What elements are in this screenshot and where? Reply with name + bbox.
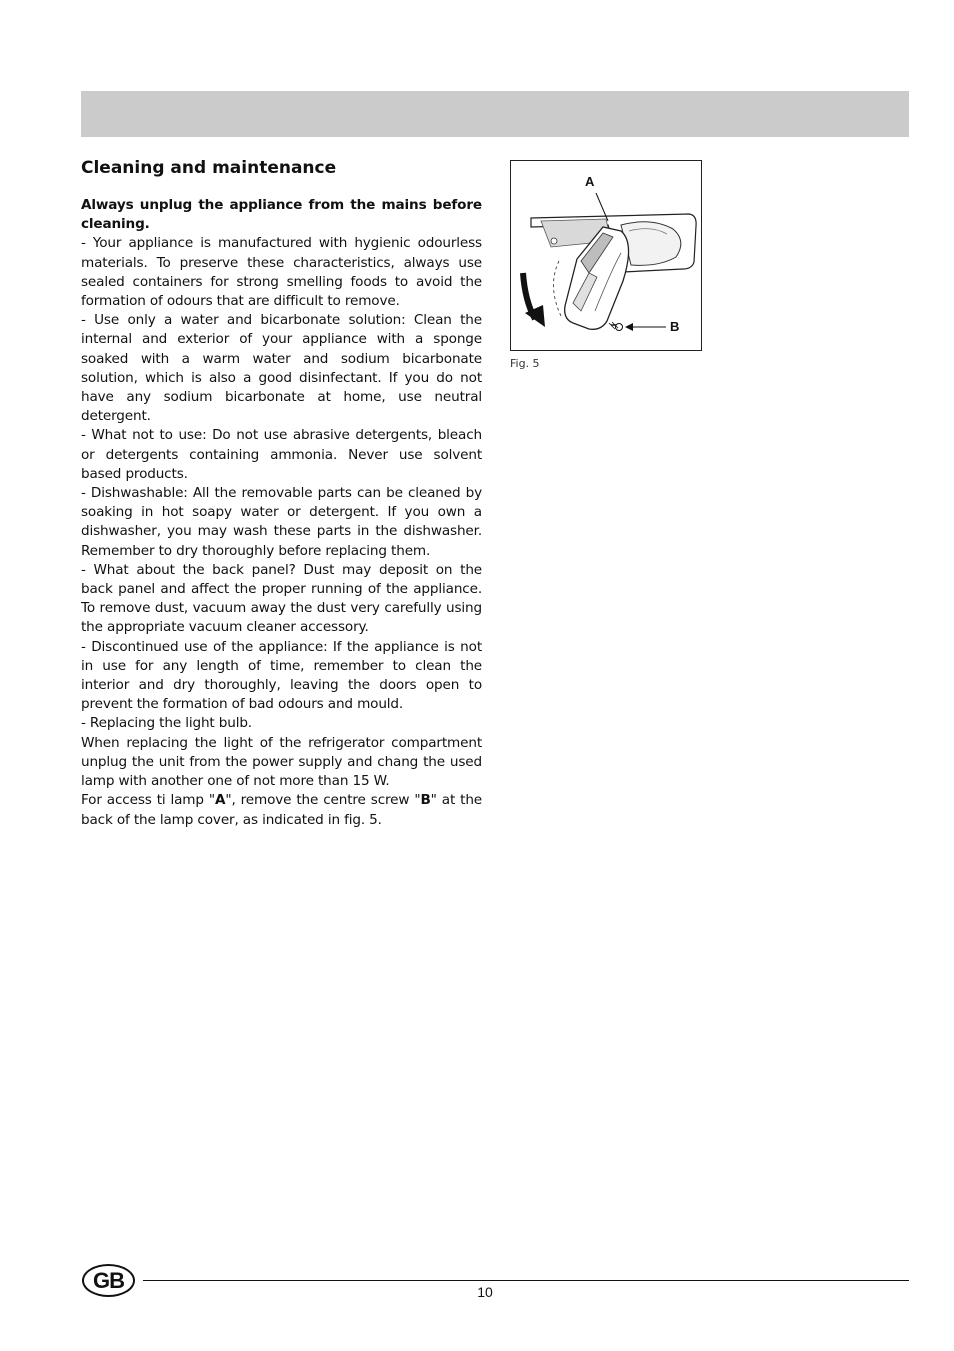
- paragraph-bicarbonate: - Use only a water and bicarbonate solution: Clean the internal and exterior of your appliance with a sponge soaked with a warm water and sodium bicarbonate solution, which is also a good disinfectant. If you do not have any sodium bicarbonate at home, use neutral detergent.: [81, 312, 482, 425]
- callout-b: B: [670, 319, 680, 334]
- page-number: 10: [477, 1284, 493, 1300]
- paragraph-odours: - Your appliance is manufactured with hygienic odourless materials. To preserve these characteristics, always use sealed containers for strong smelling foods to avoid the formation of odours that are difficult to remove.: [81, 235, 482, 310]
- figure-lamp-cover: [510, 160, 702, 351]
- section-title: Cleaning and maintenance: [81, 158, 337, 178]
- paragraph-what-not-to-use: - What not to use: Do not use abrasive detergents, bleach or detergents containing ammonia. Never use solvent based products.: [81, 427, 482, 482]
- header-band: [81, 91, 909, 137]
- paragraph-lamp-wattage: When replacing the light of the refrigerator compartment unplug the unit from the power supply and chang the used lamp with another one of not more than 15 W.: [81, 734, 482, 790]
- screw-label-b: B: [420, 792, 431, 809]
- callout-a: A: [585, 174, 595, 189]
- body-text: [81, 196, 482, 830]
- paragraph-discontinued-use: - Discontinued use of the appliance: If the appliance is not in use for any length of time, remember to clean the interior and dry thoroughly, leaving the doors open to prevent the formation of bad odours and mould.: [81, 638, 482, 713]
- warning-text: Always unplug the appliance from the mains before cleaning.: [81, 197, 482, 233]
- lamp-access-text-1: For access ti lamp ": [81, 792, 215, 809]
- language-badge: GB: [82, 1264, 135, 1297]
- figure-caption: Fig. 5: [510, 357, 540, 370]
- paragraph-lamp-access: [81, 791, 482, 829]
- paragraph-dishwashable: - Dishwashable: All the removable parts can be cleaned by soaking in hot soapy water or detergent. If you own a dishwasher, you may wash these parts in the dishwasher. Remember to dry thoroughly before replacing them.: [81, 485, 482, 559]
- lamp-access-text-3: " at the back of the lamp cover, as indicated in fig. 5.: [81, 792, 482, 828]
- lamp-label-a: A: [215, 792, 226, 809]
- paragraph-back-panel: - What about the back panel? Dust may deposit on the back panel and affect the proper running of the appliance. To remove dust, vacuum away the dust very carefully using the appropriate vacuum cleaner accessory.: [81, 561, 482, 636]
- paragraph-replacing-bulb: - Replacing the light bulb.: [81, 715, 252, 732]
- lamp-access-text-2: ", remove the centre screw ": [225, 792, 421, 809]
- footer-rule: [143, 1280, 909, 1281]
